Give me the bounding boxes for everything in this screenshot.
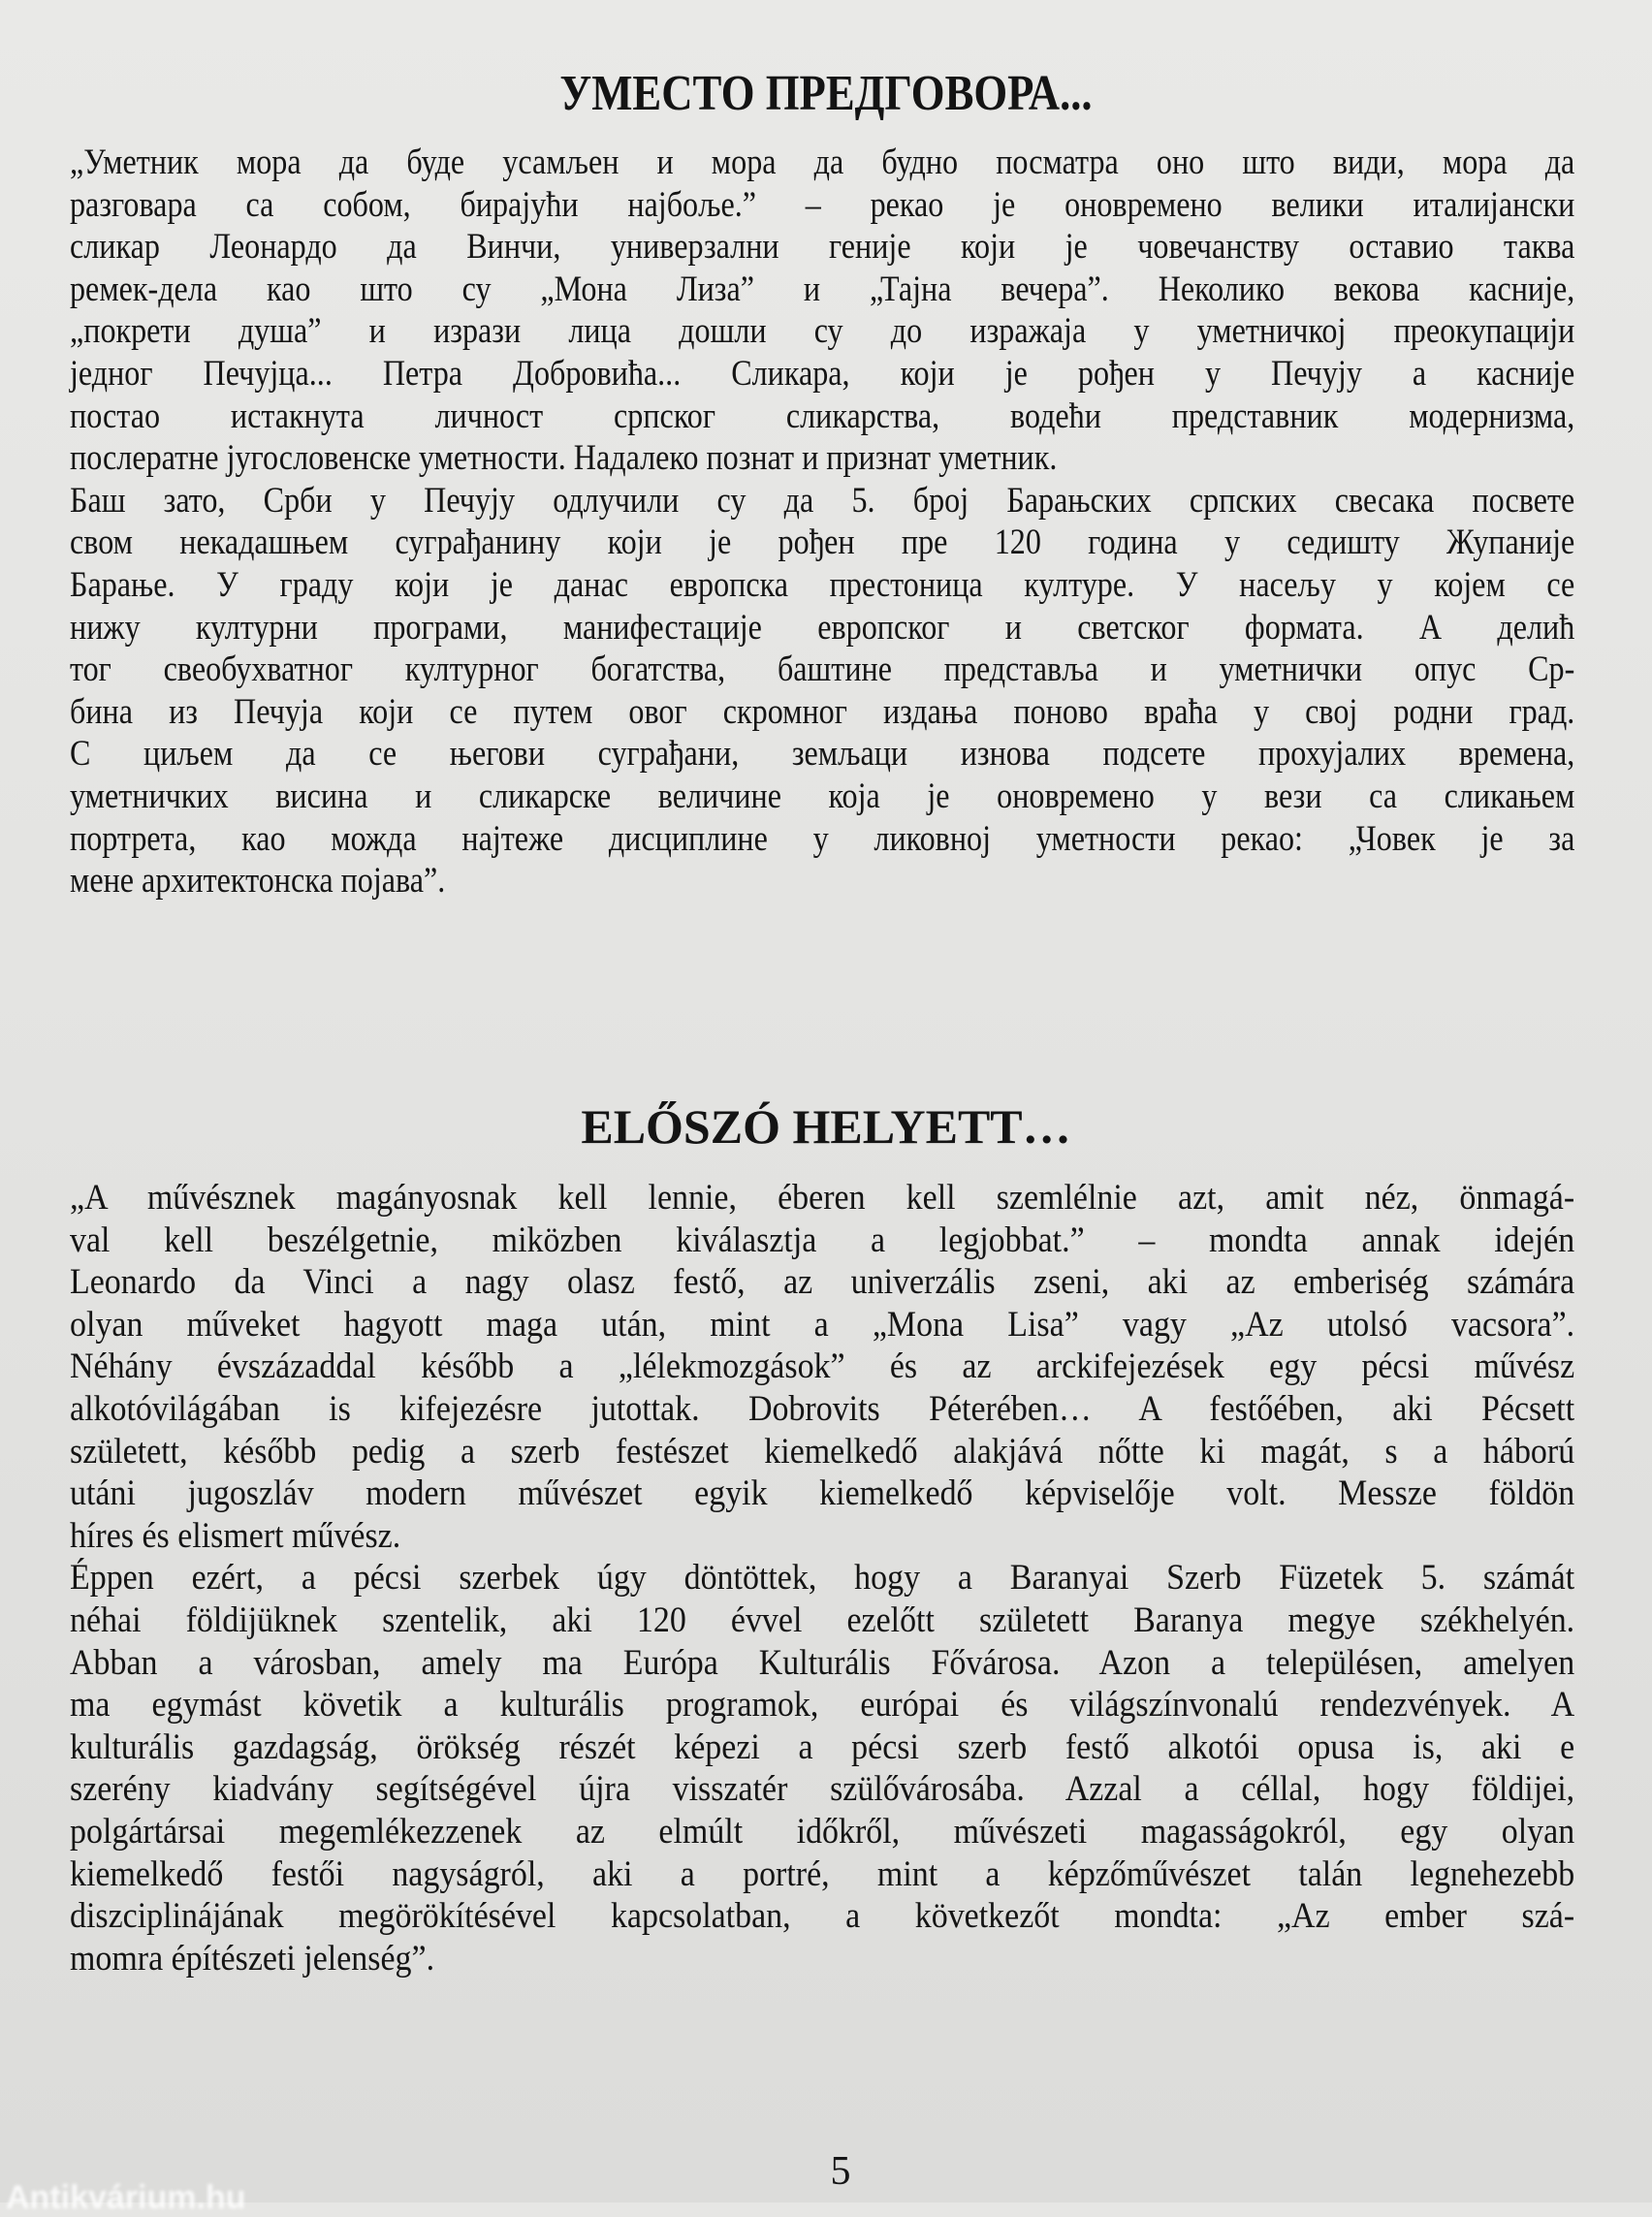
text-line: портрета, као можда најтеже дисциплине у ликовној уметности рекао: „Човек је за <box>70 817 1575 858</box>
text-line: polgártársai megemlékezzenek az elmúlt időkről, művészeti magasságokról, egy olyan <box>70 1810 1575 1851</box>
text-line: momra építészeti jelenség”. <box>70 1937 435 1978</box>
text-line: olyan műveket hagyott maga után, mint a „Mona Lisa” vagy „Az utolsó vacsora”. <box>70 1303 1575 1344</box>
text-line: Abban a városban, amely ma Európa Kulturális Fővárosa. Azon a településen, amelyen <box>70 1641 1575 1682</box>
text-line: једног Печујца... Петра Добровића... Сликара, који је рођен у Печују а касније <box>70 352 1575 393</box>
text-line: szerény kiadvány segítségével újra visszatér szülővárosába. Azzal a céllal, hogy földijei, <box>70 1768 1575 1809</box>
text-line: „A művésznek magányosnak kell lennie, éberen kell szemlélnie azt, amit néz, önmagá- <box>70 1177 1575 1217</box>
text-line: послератне југословенске уметности. Надалеко познат и признат уметник. <box>70 437 1058 478</box>
text-line: свом некадашњем суграђанину који је рођен пре 120 година у седишту Жупаније <box>70 522 1575 562</box>
page-number: 5 <box>830 2149 851 2194</box>
watermark: Antikvárium.hu <box>6 2179 246 2216</box>
text-line: Барање. У граду који је данас европска престоница културе. У насељу у којем се <box>70 563 1575 604</box>
text-line: Néhány évszázaddal később a „lélekmozgások” és az arckifejezések egy pécsi művész <box>70 1346 1575 1386</box>
text-line: kiemelkedő festői nagyságról, aki a portré, mint a képzőművészet talán legnehezebb <box>70 1853 1575 1893</box>
text-line: kulturális gazdagság, örökség részét képezi a pécsi szerb festő alkotói opusa is, aki e <box>70 1726 1575 1766</box>
text-line: néhai földijüknek szentelik, aki 120 évvel ezelőtt született Baranya megye székhelyén. <box>70 1599 1575 1639</box>
text-line: ma egymást követik a kulturális programok, európai és világszínvonalú rendezvények. A <box>70 1684 1575 1725</box>
text-line: Éppen ezért, a pécsi szerbek úgy döntöttek, hogy a Baranyai Szerb Füzetek 5. számát <box>70 1557 1575 1598</box>
text-line: „Уметник мора да буде усамљен и мора да будно посматра оно што види, мора да <box>70 142 1575 181</box>
text-line: val kell beszélgetnie, miközben kiválasztja a legjobbat.” – mondta annak idején <box>70 1219 1575 1259</box>
text-line: született, később pedig a szerb festészet kiemelkedő alakjává nőtte ki magát, s a háború <box>70 1430 1575 1471</box>
text-line: ремек-дела као што су „Мона Лиза” и „Тајна вечера”. Неколико векова касније, <box>70 268 1575 308</box>
text-line: мене архитектонска појава”. <box>70 860 446 901</box>
hungarian-body-text <box>70 1176 1574 1979</box>
text-line: diszciplinájának megörökítésével kapcsolatban, a következőt mondta: „Az ember szá- <box>70 1895 1575 1936</box>
text-line: разговара са собом, бирајући најбоље.” – рекао је оновремено велики италијански <box>70 183 1575 224</box>
text-line: híres és elismert művész. <box>70 1514 401 1555</box>
text-line: utáni jugoszláv modern művészet egyik kiemelkedő képviselője volt. Messze földön <box>70 1473 1575 1513</box>
text-line: постао истакнута личност српског сликарства, водећи представник модернизма, <box>70 395 1575 435</box>
text-line: С циљем да се његови суграђани, земљаци изнова подсете прохујалих времена, <box>70 733 1575 774</box>
serbian-heading: УМЕСТО ПРЕДГОВОРА... <box>559 65 1093 121</box>
text-line: тог свеобухватног културног богатства, баштине представља и уметнички опус Ср- <box>70 649 1575 689</box>
text-line: бина из Печуја који се путем овог скромног издања поново враћа у свој родни град. <box>70 690 1575 731</box>
text-line: уметничких висина и сликарске величине која је оновремено у вези са сликањем <box>70 775 1575 815</box>
text-line: „покрети душа” и изрази лица дошли су до изражаја у уметничкој преокупацији <box>70 310 1575 351</box>
text-line: alkotóvilágában is kifejezésre jutottak. Dobrovits Péterében… A festőében, aki Pécsett <box>70 1387 1575 1428</box>
text-line: нижу културни програми, манифестације европског и светског формата. А делић <box>70 606 1575 647</box>
text-line: Баш зато, Срби у Печују одлучили су да 5. број Барањских српских свесака посвете <box>70 479 1575 520</box>
text-line: сликар Леонардо да Винчи, универзални геније који је човечанству оставио таква <box>70 226 1575 267</box>
serbian-body-text <box>70 141 1574 902</box>
hungarian-heading: ELŐSZÓ HELYETT… <box>581 1098 1071 1154</box>
text-line: Leonardo da Vinci a nagy olasz festő, az univerzális zseni, aki az emberiség számára <box>70 1261 1575 1302</box>
